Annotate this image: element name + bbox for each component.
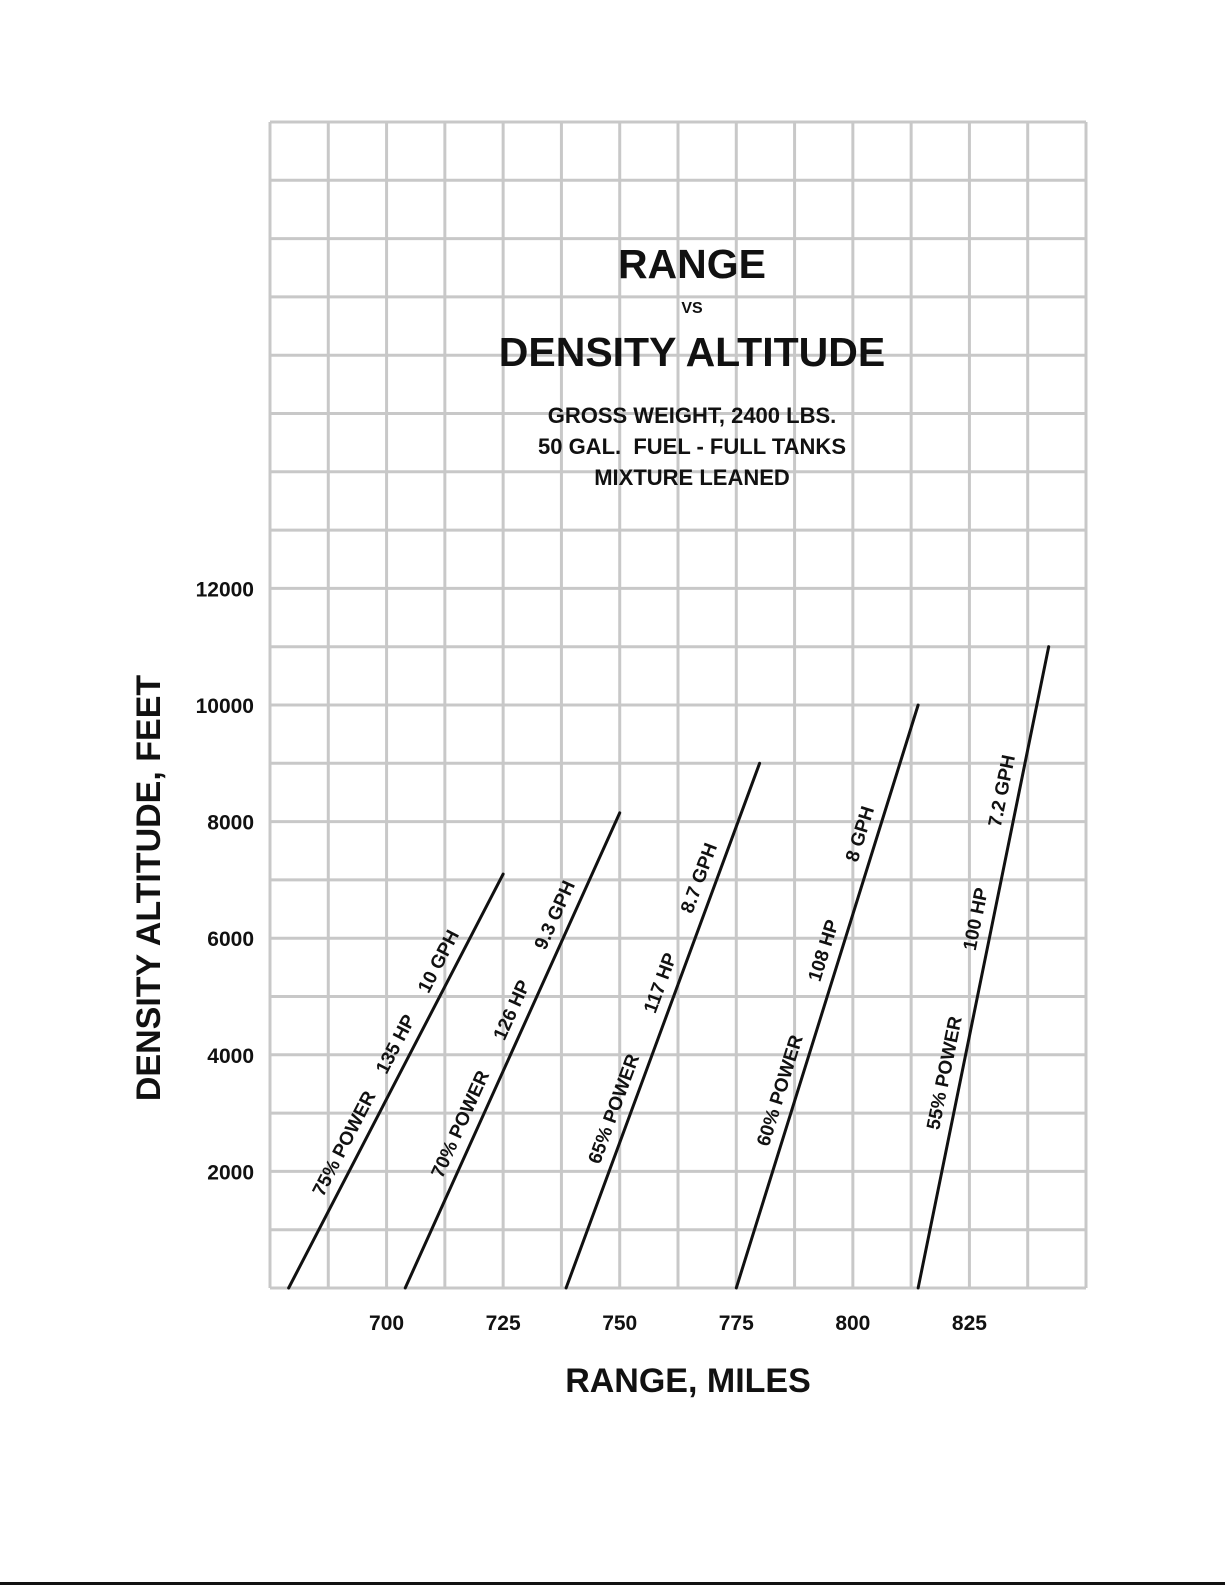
note-mixture: MIXTURE LEANED bbox=[594, 465, 790, 490]
series-power-label: 55% POWER bbox=[923, 1014, 967, 1132]
chart-subtitle: DENSITY ALTITUDE bbox=[498, 329, 886, 375]
y-tick-label: 12000 bbox=[195, 578, 254, 602]
chart-title-vs: VS bbox=[681, 300, 703, 317]
y-axis-title: DENSITY ALTITUDE, FEET bbox=[130, 674, 168, 1102]
y-tick-label: 4000 bbox=[207, 1044, 254, 1068]
series-gph-label: 9.3 GPH bbox=[530, 877, 580, 953]
series-hp-label: 100 HP bbox=[959, 886, 993, 953]
x-tick-label: 725 bbox=[485, 1312, 521, 1335]
chart-title: RANGE bbox=[617, 241, 767, 287]
series-hp-label: 117 HP bbox=[640, 950, 682, 1017]
y-tick-label: 8000 bbox=[207, 811, 254, 835]
x-tick-label: 750 bbox=[602, 1312, 638, 1335]
series-power-label: 60% POWER bbox=[753, 1032, 808, 1149]
note-gross-weight: GROSS WEIGHT, 2400 LBS. bbox=[547, 403, 837, 428]
x-tick-labels bbox=[369, 1312, 987, 1335]
y-tick-label: 6000 bbox=[207, 928, 254, 952]
series-gph-label: 7.2 GPH bbox=[984, 753, 1021, 829]
title-block bbox=[499, 241, 885, 490]
series-line-1 bbox=[405, 813, 619, 1288]
note-fuel: 50 GAL. FUEL - FULL TANKS bbox=[537, 434, 847, 459]
series-gph-label: 10 GPH bbox=[414, 926, 465, 997]
grid bbox=[270, 122, 1086, 1288]
series-gph-label: 8 GPH bbox=[842, 803, 880, 865]
series-hp-label: 126 HP bbox=[489, 977, 536, 1044]
x-tick-label: 825 bbox=[951, 1312, 987, 1335]
y-tick-label: 10000 bbox=[195, 695, 254, 718]
series-gph-label: 8.7 GPH bbox=[677, 840, 723, 917]
y-tick-label: 2000 bbox=[207, 1161, 254, 1185]
series-hp-label: 135 HP bbox=[372, 1011, 421, 1078]
y-tick-labels bbox=[196, 578, 254, 1184]
series-power-label: 70% POWER bbox=[427, 1067, 495, 1182]
x-tick-label: 775 bbox=[718, 1312, 754, 1335]
series-power-label: 75% POWER bbox=[308, 1087, 381, 1200]
x-tick-label: 800 bbox=[835, 1312, 871, 1335]
x-axis-title: RANGE, MILES bbox=[565, 1362, 811, 1400]
series-line-2 bbox=[566, 763, 760, 1288]
series-hp-label: 108 HP bbox=[804, 917, 844, 985]
x-tick-label: 700 bbox=[369, 1312, 405, 1335]
series-power-label: 65% POWER bbox=[584, 1051, 645, 1167]
